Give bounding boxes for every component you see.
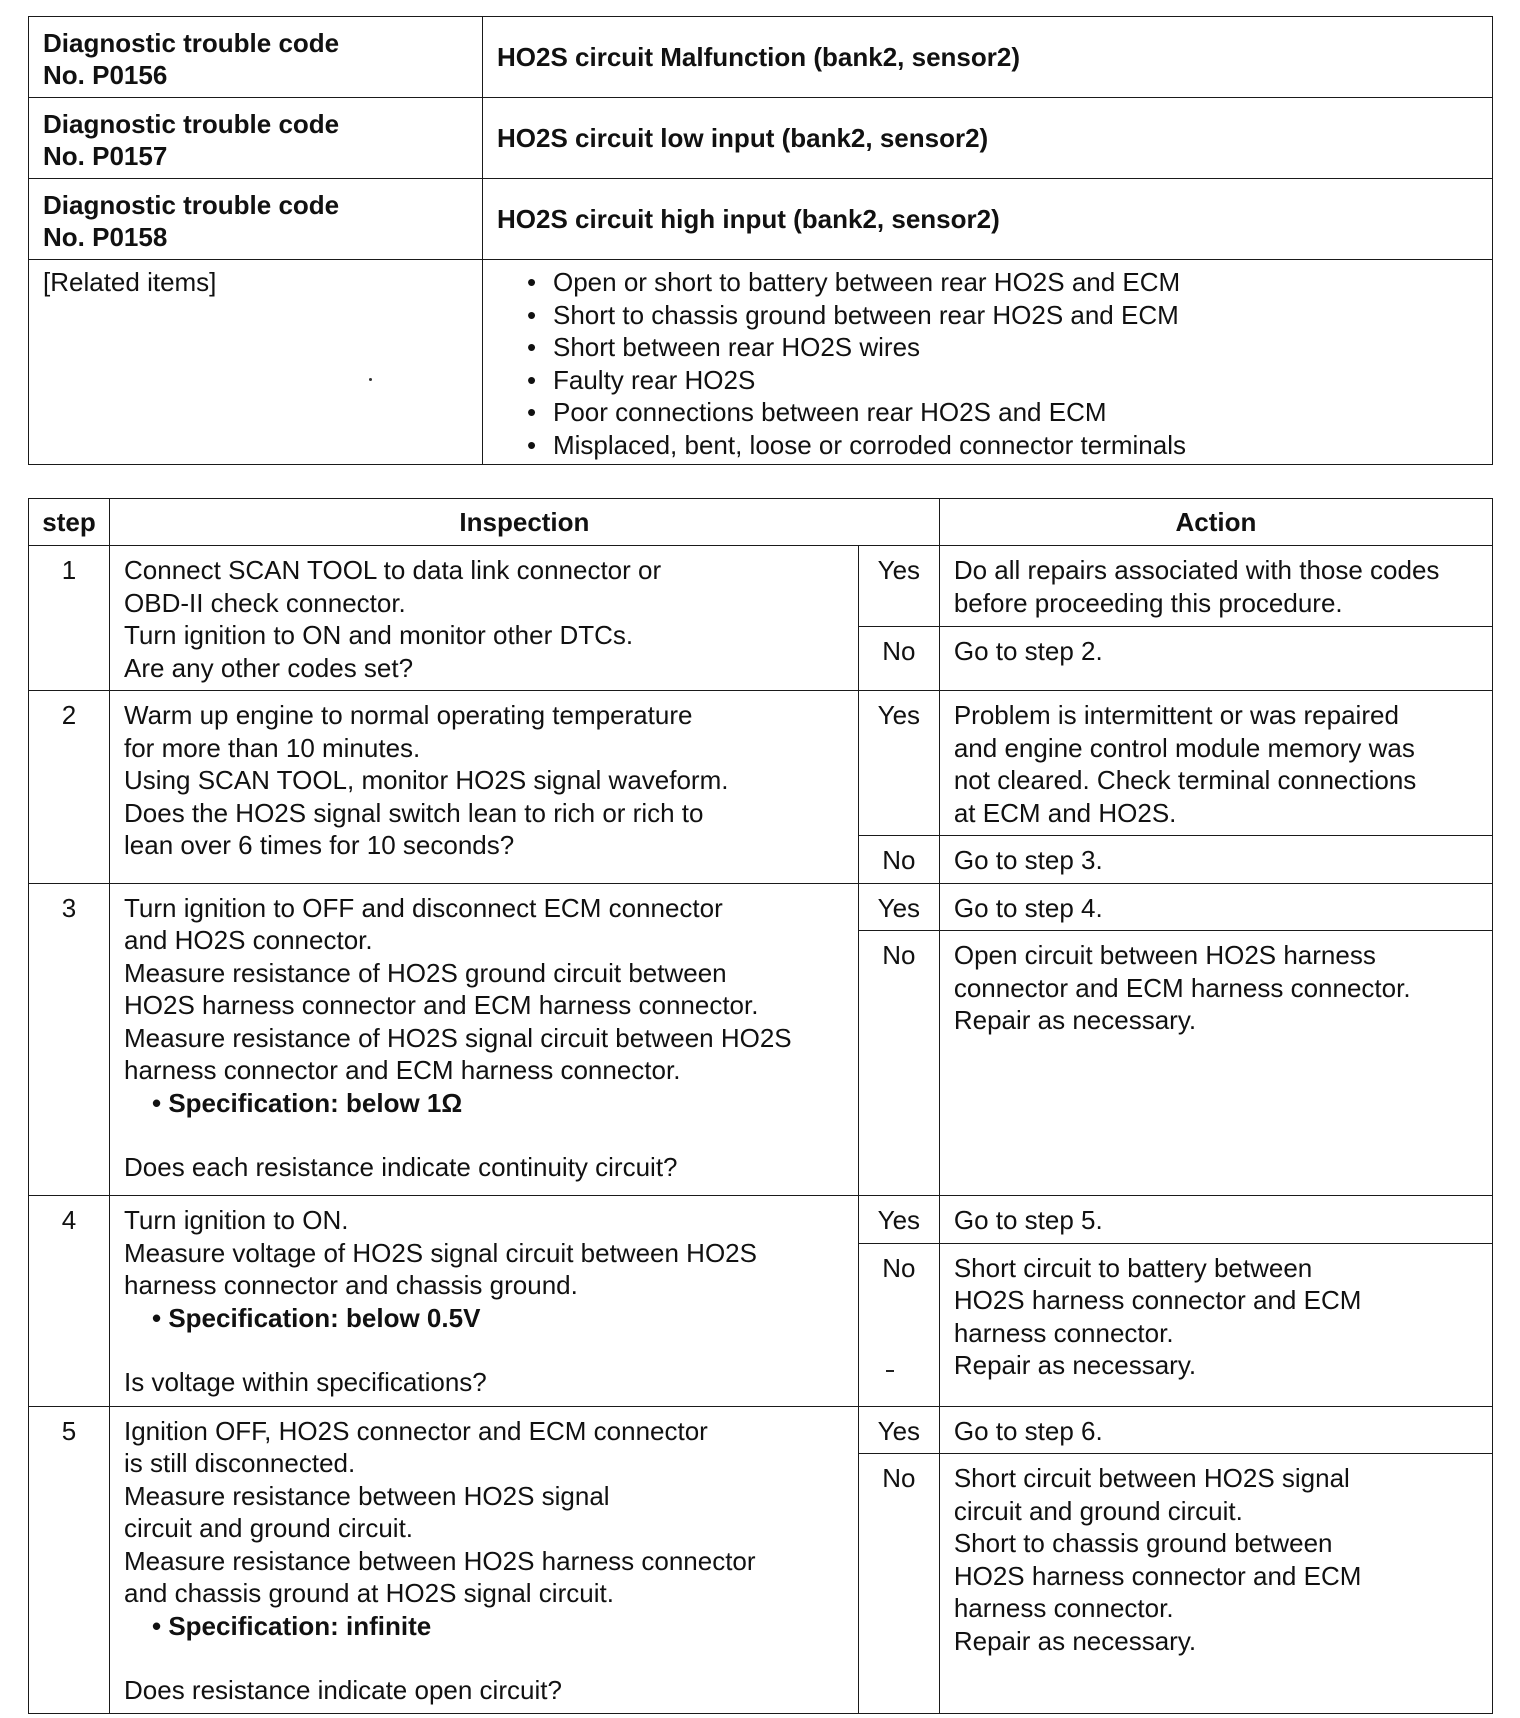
dtc-code-cell <box>29 17 483 98</box>
action-line: circuit and ground circuit. <box>953 1495 1243 1526</box>
dtc-code-number: No. P0158 <box>43 222 168 252</box>
inspection-line: Measure resistance of HO2S ground circuit between <box>124 957 727 988</box>
yes-action-cell <box>939 1406 1492 1454</box>
no-action-cell <box>939 931 1492 1196</box>
inspection-line: and chassis ground at HO2S signal circuit. <box>124 1578 614 1608</box>
specification: • Specification: below 0.5V <box>124 1302 844 1335</box>
dtc-description: HO2S circuit low input (bank2, sensor2) <box>483 98 1493 179</box>
related-items-row <box>29 260 1493 465</box>
action-line: Go to step 2. <box>953 636 1103 667</box>
action-line: Short circuit to battery between <box>953 1252 1313 1283</box>
inspection-line: HO2S harness connector and ECM harness connector. <box>124 990 759 1020</box>
step-row-yes <box>29 546 1493 627</box>
yes-label: Yes <box>858 1406 939 1454</box>
specification: • Specification: below 1Ω <box>124 1087 844 1120</box>
inspection-line: Ignition OFF, HO2S connector and ECM connector <box>124 1415 708 1446</box>
action-line: not cleared. Check terminal connections <box>953 765 1417 795</box>
inspection-line: Measure resistance between HO2S signal <box>124 1480 610 1511</box>
inspection-line: Turn ignition to ON and monitor other DTCs. <box>124 620 634 650</box>
related-items-label: [Related items] <box>43 267 217 297</box>
inspection-line: OBD-II check connector. <box>124 587 406 618</box>
action-line: Repair as necessary. <box>953 1350 1197 1380</box>
inspection-cell <box>110 1406 859 1713</box>
no-action-cell <box>939 836 1492 884</box>
action-line: Repair as necessary. <box>953 1005 1197 1035</box>
related-item: • Short to chassis ground between rear HO2S and ECM <box>527 299 1492 332</box>
action-line: connector and ECM harness connector. <box>953 972 1411 1003</box>
dtc-description: HO2S circuit high input (bank2, sensor2) <box>483 179 1493 260</box>
action-line: harness connector. <box>953 1593 1174 1624</box>
inspection-line: for more than 10 minutes. <box>124 732 421 763</box>
related-items-cell <box>483 260 1493 465</box>
dtc-summary-table <box>28 16 1493 465</box>
step-number: 2 <box>29 691 110 884</box>
no-label: No <box>858 836 939 884</box>
inspection-line: Does the HO2S signal switch lean to rich or rich to <box>124 797 704 828</box>
dtc-row <box>29 17 1493 98</box>
action-line: and engine control module memory was <box>953 732 1415 763</box>
related-item: • Short between rear HO2S wires <box>527 331 1492 364</box>
inspection-line: Connect SCAN TOOL to data link connector or <box>124 555 662 585</box>
related-items-label-cell <box>29 260 483 465</box>
step-number: 4 <box>29 1196 110 1407</box>
action-line: Problem is intermittent or was repaired <box>953 700 1399 730</box>
inspection-line: Turn ignition to OFF and disconnect ECM connector <box>124 892 723 923</box>
no-label: No <box>858 627 939 691</box>
yes-label: Yes <box>858 1196 939 1244</box>
inspection-question: Is voltage within specifications? <box>124 1367 487 1397</box>
scan-speck <box>369 378 372 381</box>
procedure-header-row <box>29 499 1493 546</box>
inspection-line: Measure resistance between HO2S harness connector <box>124 1545 756 1576</box>
related-item: • Faulty rear HO2S <box>527 364 1492 397</box>
inspection-cell <box>110 546 859 691</box>
step-number: 1 <box>29 546 110 691</box>
action-line: Go to step 4. <box>953 892 1103 923</box>
action-line: Go to step 6. <box>953 1415 1103 1446</box>
dtc-code-number: No. P0157 <box>43 141 168 171</box>
inspection-line: Using SCAN TOOL, monitor HO2S signal waveform. <box>124 765 729 795</box>
step-number: 5 <box>29 1406 110 1713</box>
inspection-line: Measure resistance of HO2S signal circuit between HO2S <box>124 1022 792 1053</box>
step-row-yes <box>29 1196 1493 1244</box>
scan-mark <box>886 1370 894 1372</box>
related-item: • Poor connections between rear HO2S and ECM <box>527 396 1492 429</box>
dtc-row <box>29 98 1493 179</box>
spacer <box>124 1334 844 1366</box>
inspection-cell <box>110 691 859 884</box>
action-line: HO2S harness connector and ECM <box>953 1285 1362 1315</box>
dtc-description: HO2S circuit Malfunction (bank2, sensor2) <box>483 17 1493 98</box>
no-action-cell <box>939 1454 1492 1713</box>
inspection-header: Inspection <box>110 499 940 546</box>
no-action-cell <box>939 1243 1492 1406</box>
step-number: 3 <box>29 883 110 1196</box>
yes-action-cell <box>939 691 1492 836</box>
yes-label: Yes <box>858 546 939 627</box>
dtc-code-label: Diagnostic trouble code <box>43 109 340 139</box>
dtc-code-cell <box>29 98 483 179</box>
action-line: Open circuit between HO2S harness <box>953 940 1376 970</box>
inspection-cell <box>110 883 859 1196</box>
related-items-list <box>483 266 1492 461</box>
inspection-line: circuit and ground circuit. <box>124 1513 414 1543</box>
action-line: Go to step 3. <box>953 845 1103 875</box>
inspection-cell <box>110 1196 859 1407</box>
step-row-yes <box>29 1406 1493 1454</box>
inspection-line: and HO2S connector. <box>124 925 373 955</box>
action-line: Short circuit between HO2S signal <box>953 1463 1350 1494</box>
dtc-code-cell <box>29 179 483 260</box>
yes-label: Yes <box>858 883 939 931</box>
yes-label: Yes <box>858 691 939 836</box>
inspection-line: harness connector and ECM harness connector. <box>124 1055 681 1085</box>
dtc-code-number: No. P0156 <box>43 60 168 90</box>
no-label: No <box>858 931 939 1196</box>
action-line: Go to step 5. <box>953 1205 1103 1235</box>
inspection-question: Does each resistance indicate continuity circuit? <box>124 1152 678 1182</box>
inspection-line: lean over 6 times for 10 seconds? <box>124 830 515 860</box>
inspection-line: harness connector and chassis ground. <box>124 1270 578 1300</box>
no-label: No <box>858 1243 939 1406</box>
inspection-line: Turn ignition to ON. <box>124 1205 349 1235</box>
no-label: No <box>858 1454 939 1713</box>
action-line: HO2S harness connector and ECM <box>953 1560 1362 1591</box>
step-row-yes <box>29 883 1493 931</box>
yes-action-cell <box>939 546 1492 627</box>
spacer <box>124 1642 844 1674</box>
inspection-line: is still disconnected. <box>124 1448 356 1478</box>
specification: • Specification: infinite <box>124 1610 844 1643</box>
procedure-table <box>28 498 1493 1714</box>
action-line: at ECM and HO2S. <box>953 797 1177 828</box>
no-action-cell <box>939 627 1492 691</box>
action-header: Action <box>939 499 1492 546</box>
spacer <box>124 1119 844 1151</box>
action-line: Short to chassis ground between <box>953 1528 1333 1559</box>
action-line: harness connector. <box>953 1317 1174 1348</box>
dtc-code-label: Diagnostic trouble code <box>43 28 340 58</box>
inspection-line: Are any other codes set? <box>124 652 414 683</box>
action-line: Repair as necessary. <box>953 1625 1197 1656</box>
action-line: Do all repairs associated with those codes <box>953 555 1440 585</box>
dtc-code-label: Diagnostic trouble code <box>43 190 340 220</box>
action-line: before proceeding this procedure. <box>953 587 1343 618</box>
yes-action-cell <box>939 883 1492 931</box>
dtc-row <box>29 179 1493 260</box>
inspection-line: Warm up engine to normal operating temperature <box>124 700 693 730</box>
inspection-question: Does resistance indicate open circuit? <box>124 1675 562 1705</box>
inspection-line: Measure voltage of HO2S signal circuit between HO2S <box>124 1237 757 1268</box>
step-row-yes <box>29 691 1493 836</box>
yes-action-cell <box>939 1196 1492 1244</box>
related-item: • Misplaced, bent, loose or corroded connector terminals <box>527 429 1492 462</box>
step-header: step <box>29 499 110 546</box>
related-item: • Open or short to battery between rear HO2S and ECM <box>527 266 1492 299</box>
